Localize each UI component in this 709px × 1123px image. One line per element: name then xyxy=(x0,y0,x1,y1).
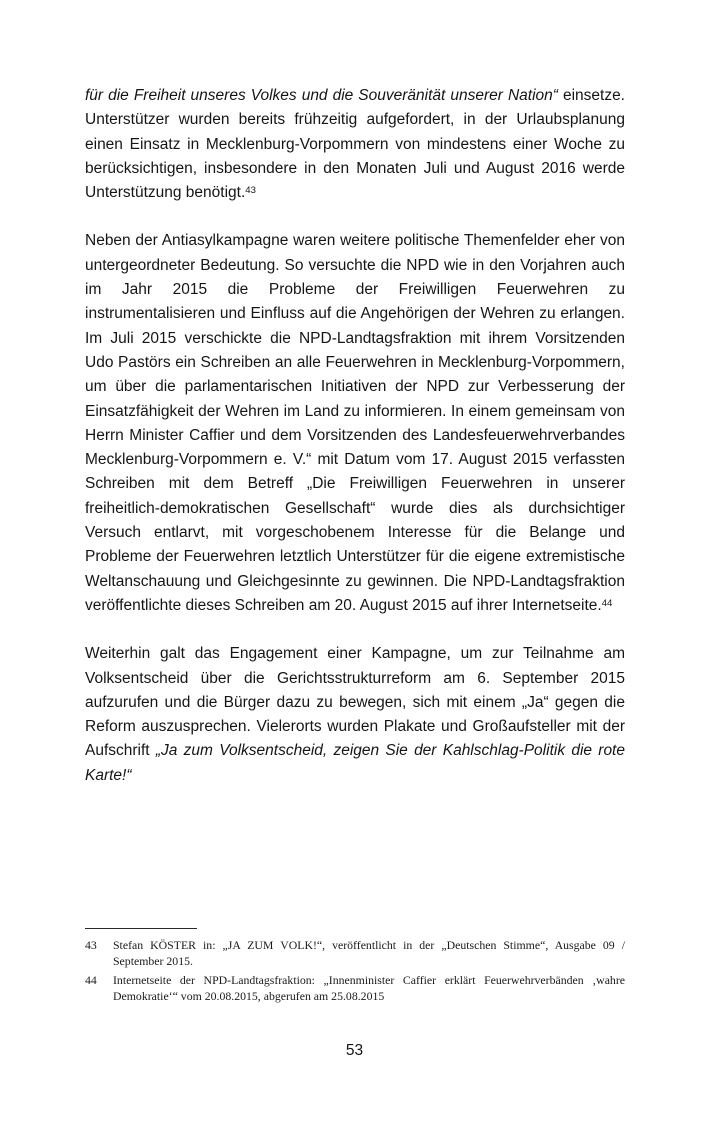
footnote xyxy=(85,973,625,1004)
footnote xyxy=(85,938,625,969)
text-segment: „Ja zum Volksentscheid, zeigen Sie der Kahlschlag-Politik die rote Karte!“ xyxy=(85,742,625,784)
text-segment: Weiterhin galt das Engagement einer Kampagne, um zur Teilnahme am Volksentscheid über die Gerichtsstrukturreform am 6. September 2015 aufzurufen und die Bürger dazu zu bewegen, sich mit einem „Ja“ gegen die Reform auszusprechen. Vielerorts wurden Plakate und Großaufsteller mit der Aufschrift xyxy=(85,645,625,760)
body-text xyxy=(85,84,625,788)
footnote-number: 44 xyxy=(85,973,97,988)
paragraph-list xyxy=(85,84,625,788)
footnote-list xyxy=(85,938,625,1004)
text-segment: für die Freiheit unseres Volkes und die Souveränität unserer Nation“ xyxy=(85,87,558,104)
footnote-reference: 43 xyxy=(245,184,256,196)
footnote-reference: 44 xyxy=(601,597,613,609)
footnote-text: Internetseite der NPD-Landtagsfraktion: „Innenminister Caffier erklärt Feuerwehrverbänden ‚wahre Demokratie‘“ vom 20.08.2015, abgerufen am 25.08.2015 xyxy=(113,973,625,1003)
footnote-number: 43 xyxy=(85,938,97,952)
footnote-text: Stefan KÖSTER in: „JA ZUM VOLK!“, veröffentlicht in der „Deutschen Stimme“, Ausgabe 09 / September 2015. xyxy=(113,938,625,968)
paragraph xyxy=(85,229,625,618)
paragraph xyxy=(85,84,625,205)
text-segment: Neben der Antiasylkampagne waren weitere politische Themenfelder eher von untergeordneter Bedeutung. So versuchte die NPD wie in den Vorjahren auch im Jahr 2015 die Probleme der Freiwilligen Feuerwehren zu instrumentalisieren und Einfluss auf die Angehörigen der Wehren zu erlangen. Im Juli 2015 verschickte die NPD-Landtagsfraktion mit ihrem Vorsitzenden Udo Pastörs ein Schreiben an alle Feuerwehren in Mecklenburg-Vorpommern, um über die parlamentarischen Initiativen der NPD zur Verbesserung der Einsatzfähigkeit der Wehren im Land zu informieren. In einem gemeinsam von Herrn Minister Caffier und dem Vorsitzenden des Landesfeuerwehrverbandes Mecklenburg-Vorpommern e. V.“ mit Datum vom 17. August 2015 verfassten Schreiben mit dem Betreff „Die Freiwilligen Feuerwehren in unserer freiheitlich-demokratischen Gesellschaft“ wurde dies als durchsichtiger Versuch entlarvt, mit vorgeschobenem Interesse für die Belange und Probleme der Feuerwehren letztlich Unterstützer für die eigene extremistische Weltanschauung und Gleichgesinnte zu gewinnen. Die NPD-Landtagsfraktion veröffentlichte dieses Schreiben am 20. August 2015 auf ihrer Internetseite. xyxy=(85,232,625,614)
paragraph xyxy=(85,642,625,788)
page-number: 53 xyxy=(345,1042,364,1059)
footnote-divider xyxy=(85,928,197,929)
text-segment: einsetze. Unterstützer wurden bereits frühzeitig aufgefordert, in der Urlaubsplanung einen Einsatz in Mecklenburg-Vorpommern von mindestens einer Woche zu berücksichtigen, insbesondere in den Monaten Juli und August 2016 werde Unterstützung benötigt. xyxy=(85,87,625,202)
footnote-section xyxy=(85,928,625,1008)
